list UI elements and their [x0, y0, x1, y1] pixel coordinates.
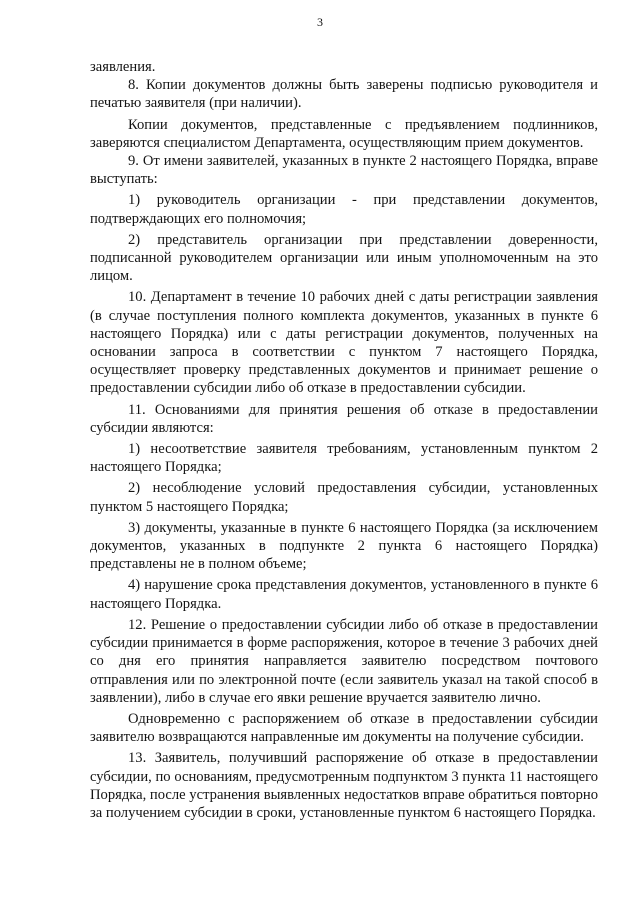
paragraph-8-copies: Копии документов, представленные с предъявлением подлинников, заверяются специалистом Департамента, осуществляющим прием документов.: [90, 116, 598, 151]
paragraph-11-item-2: 2) несоблюдение условий предоставления субсидии, установленных пунктом 5 настоящего Порядка;: [90, 480, 598, 515]
paragraph-13: 13. Заявитель, получивший распоряжение об отказе в предоставлении субсидии, по основаниям, предусмотренным подпунктом 3 пункта 11 настоящего Порядка, после устранения выявленных недостатков вправе обратиться повторно за получением субсидии в сроки, установленные пунктом 6 настоящего Порядка.: [90, 750, 598, 821]
paragraph-9: 9. От имени заявителей, указанных в пункте 2 настоящего Порядка, вправе выступать:: [90, 153, 598, 188]
paragraph-9-item-1: 1) руководитель организации - при представлении документов, подтверждающих его полномочия;: [90, 192, 598, 227]
paragraph-12: 12. Решение о предоставлении субсидии либо об отказе в предоставлении субсидии принимается в форме распоряжения, которое в течение 3 рабочих дней со дня его принятия направляется заявителю посредством почтового отправления или по электронной почте (если заявитель указал на такой способ в заявлении), либо в случае его явки решение вручается заявителю лично.: [90, 616, 598, 706]
paragraph-9-item-2: 2) представитель организации при представлении доверенности, подписанной руководителем организации или иным уполномоченным на это лицом.: [90, 231, 598, 285]
paragraph-11-item-3: 3) документы, указанные в пункте 6 настоящего Порядка (за исключением документов, указанных в подпункте 2 пункта 6 настоящего Порядка) представлены не в полном объеме;: [90, 519, 598, 573]
paragraph-11: 11. Основаниями для принятия решения об отказе в предоставлении субсидии являются:: [90, 401, 598, 436]
paragraph-11-item-4: 4) нарушение срока представления документов, установленного в пункте 6 настоящего Порядка.: [90, 577, 598, 612]
page-number: 3: [317, 15, 323, 29]
document-body: [90, 58, 598, 822]
paragraph-8: 8. Копии документов должны быть заверены подписью руководителя и печатью заявителя (при наличии).: [90, 77, 598, 112]
paragraph-12-refusal: Одновременно с распоряжением об отказе в предоставлении субсидии заявителю возвращаются направленные им документы на получение субсидии.: [90, 710, 598, 746]
paragraph-continuation: заявления.: [90, 59, 156, 75]
paragraph-11-item-1: 1) несоответствие заявителя требованиям, установленным пунктом 2 настоящего Порядка;: [90, 441, 598, 476]
paragraph-10: 10. Департамент в течение 10 рабочих дней с даты регистрации заявления (в случае поступления полного комплекта документов, указанных в пункте 6 настоящего Порядка) или с даты регистрации документов, полученных на основании запроса в соответствии с пунктом 7 настоящего Порядка, осуществляет проверку представленных документов и принимает решение о предоставлении субсидии либо об отказе в предоставлении субсидии.: [90, 289, 598, 397]
